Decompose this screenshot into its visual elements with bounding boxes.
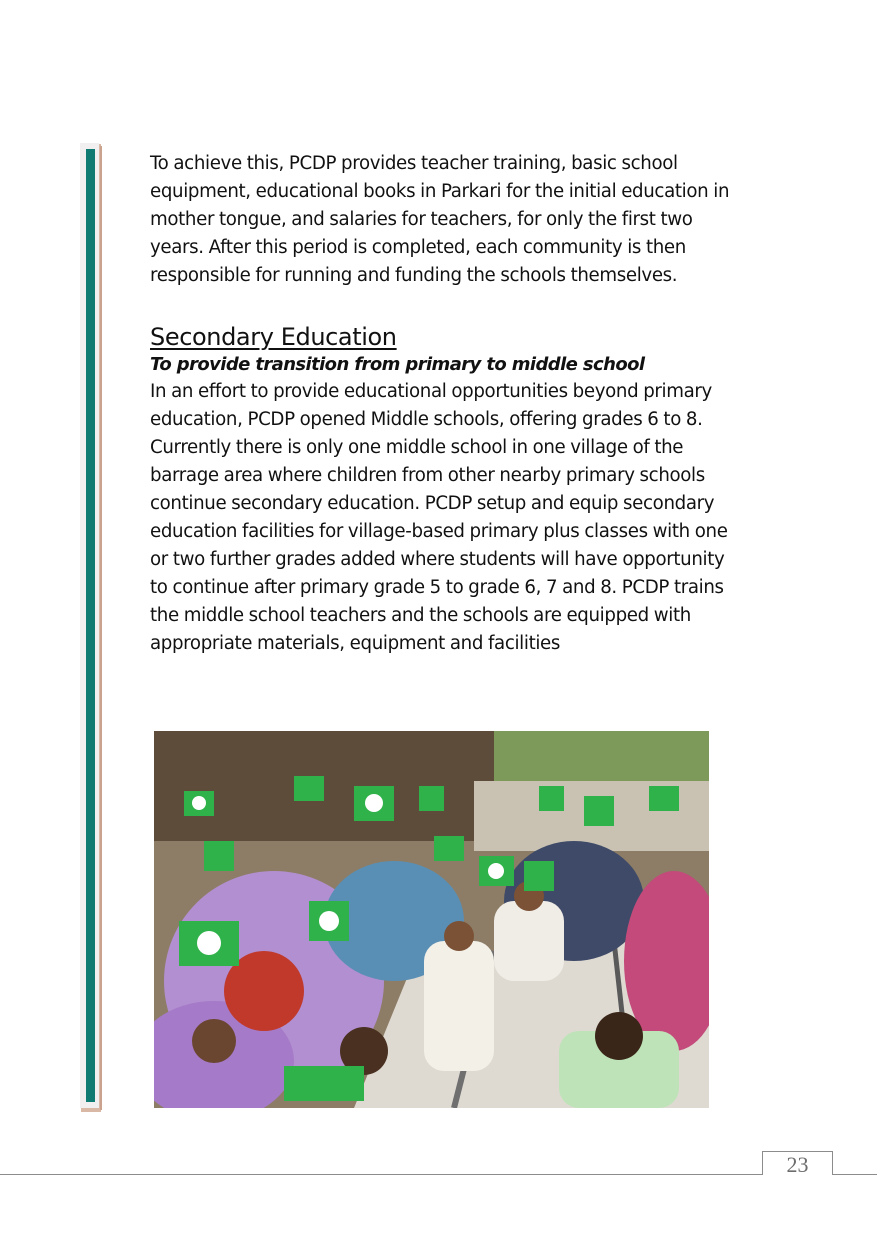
- page-content: [150, 150, 740, 658]
- flag: [539, 786, 564, 811]
- child-head: [192, 1019, 236, 1063]
- flag: [294, 776, 324, 801]
- flag: [284, 1066, 364, 1101]
- flag: [524, 861, 554, 891]
- child-white-clothes: [424, 941, 494, 1071]
- flag-crescent: [488, 863, 504, 879]
- flag-crescent: [365, 794, 383, 812]
- intro-paragraph: To achieve this, PCDP provides teacher training, basic school equipment, educational books in Parkari for the initial education in mother tongue, and salaries for teachers, for only the first two years. After this period is completed, each community is then responsible for running and funding the schools themselves.: [150, 153, 730, 286]
- flag-crescent: [319, 911, 339, 931]
- section-subheading: To provide transition from primary to middle school: [150, 354, 645, 375]
- flag: [434, 836, 464, 861]
- photo-illustration: [154, 731, 709, 1108]
- child-white-clothes: [494, 901, 564, 981]
- flag: [419, 786, 444, 811]
- section-body: In an effort to provide educational opportunities beyond primary education, PCDP opened Middle schools, offering grades 6 to 8. Currently there is only one middle school in one village of the barrage area where children from other nearby primary schools continue secondary education. PCDP setup and equip secondary education facilities for village-based primary plus classes with one or two further grades added where students will have opportunity to continue after primary grade 5 to grade 6, 7 and 8. PCDP trains the middle school teachers and the schools are equipped with appropriate materials, equipment and facilities: [150, 381, 728, 654]
- child-head: [595, 1012, 643, 1060]
- sidebar-bar-edge: [100, 146, 102, 1110]
- page-number: 23: [786, 1152, 809, 1177]
- footer-rule-left: [0, 1174, 763, 1175]
- children-with-flags-photo: [154, 731, 709, 1108]
- section-heading: Secondary Education: [150, 323, 397, 351]
- flag-crescent: [192, 796, 206, 810]
- sidebar-accent-bar: [86, 149, 95, 1102]
- flag: [649, 786, 679, 811]
- child-head: [444, 921, 474, 951]
- flag-crescent: [197, 931, 221, 955]
- flag: [584, 796, 614, 826]
- footer-rule-right: [832, 1174, 877, 1175]
- flag: [204, 841, 234, 871]
